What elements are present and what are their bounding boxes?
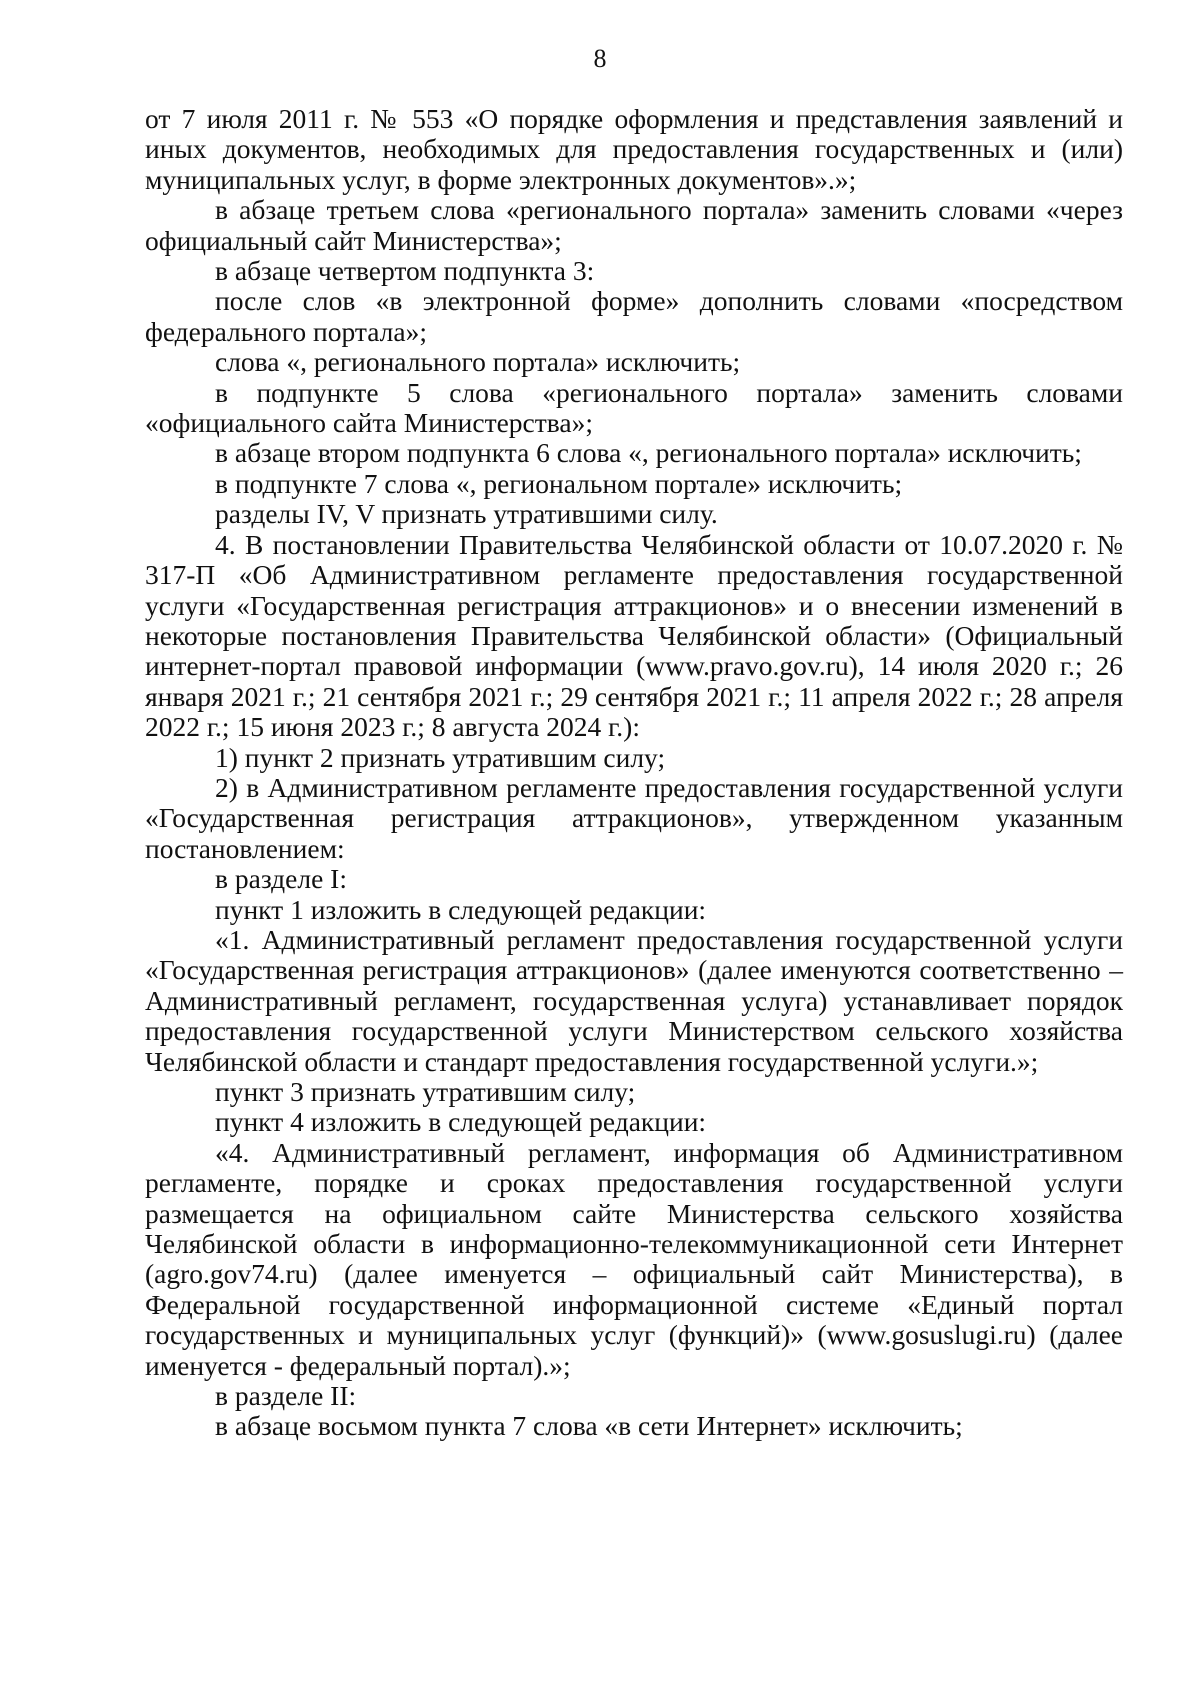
paragraph: «1. Административный регламент предоставления государственной услуги «Государственная регистрация аттракционов» (далее именуются соответственно – Административный регламент, государственная услуга) устанавливает порядок предоставления государственной услуги Министерством сельского хозяйства Челябинской области и стандарт предоставления государственной услуги.»; [145,923,1123,1077]
paragraph: в абзаце восьмом пункта 7 слова «в сети Интернет» исключить; [215,1410,963,1442]
paragraph: в разделе II: [215,1380,357,1412]
paragraph: в разделе I: [215,863,347,895]
paragraph: 4. В постановлении Правительства Челябинской области от 10.07.2020 г. № 317-П «Об Административном регламенте предоставления государственной услуги «Государственная регистрация аттракционов» и о внесении изменений в некоторые постановления Правительства Челябинской области» (Официальный интернет-портал правовой информации (www.pravo.gov.ru), 14 июля 2020 г.; 26 января 2021 г.; 21 сентября 2021 г.; 29 сентября 2021 г.; 11 апреля 2022 г.; 28 апреля 2022 г.; 15 июня 2023 г.; 8 августа 2024 г.): [145,528,1123,743]
paragraph: разделы IV, V признать утратившими силу. [215,498,718,530]
paragraph: в абзаце третьем слова «регионального портала» заменить словами «через официальный сайт Министерства»; [145,194,1123,256]
paragraph: пункт 4 изложить в следующей редакции: [215,1106,707,1138]
paragraph: 1) пункт 2 признать утратившим силу; [215,741,666,773]
paragraph: слова «, регионального портала» исключить; [215,346,741,378]
paragraph: после слов «в электронной форме» дополнить словами «посредством федерального портала»; [145,285,1123,347]
paragraph: 2) в Административном регламенте предоставления государственной услуги «Государственная регистрация аттракционов», утвержденном указанным постановлением: [145,771,1123,864]
paragraph: в абзаце втором подпункта 6 слова «, регионального портала» исключить; [215,437,1082,469]
page-number: 8 [593,44,607,73]
document-body [145,104,1123,1442]
paragraph: пункт 3 признать утратившим силу; [215,1076,636,1107]
paragraph: «4. Административный регламент, информация об Административном регламенте, порядке и сроках предоставления государственной услуги размещается на официальном сайте Министерства сельского хозяйства Челябинской области в информационно-телекоммуникационной сети Интернет (agro.gov74.ru) (далее именуется – официальный сайт Министерства), в Федеральной государственной информационной системе «Единый портал государственных и муниципальных услуг (функций)» (www.gosuslugi.ru) (далее именуется - федеральный портал).»; [145,1136,1123,1381]
paragraph: в абзаце четвертом подпункта 3: [215,255,595,287]
paragraph: от 7 июля 2011 г. № 553 «О порядке оформления и представления заявлений и иных документов, необходимых для предоставления государственных и (или) муниципальных услуг, в форме электронных документов».»; [145,103,1123,195]
paragraph: в подпункте 7 слова «, региональном портале» исключить; [215,467,903,499]
paragraph: в подпункте 5 слова «регионального портала» заменить словами «официального сайта Министерства»; [145,376,1123,439]
paragraph: пункт 1 изложить в следующей редакции: [215,893,707,925]
